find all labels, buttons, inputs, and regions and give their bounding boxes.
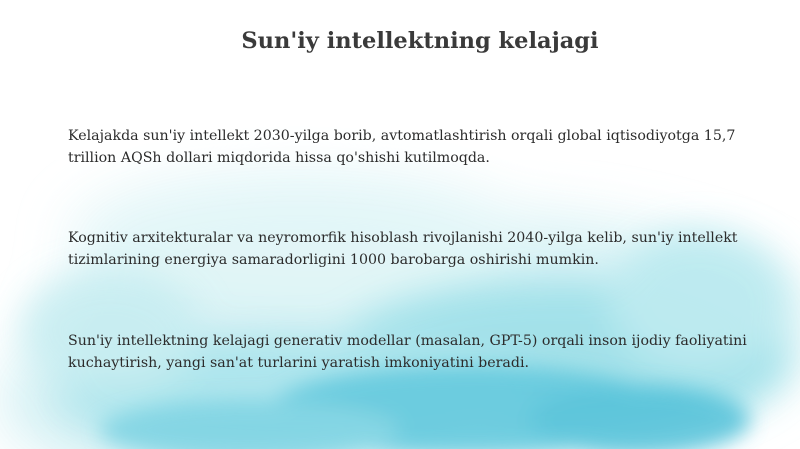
paragraph-3: Sun'iy intellektning kelajagi generativ modellar (masalan, GPT-5) orqali inson ijodiy faoliyatini kuchaytirish, yangi san'at turlarini yaratish imkoniyatini beradi. [68, 333, 747, 371]
slide-title: Sun'iy intellektning kelajagi [241, 28, 599, 54]
paragraph-1: Kelajakda sun'iy intellekt 2030-yilga borib, avtomatlashtirish orqali global iqtisodiyotga 15,7 trillion AQSh dollari miqdorida hissa qo'shishi kutilmoqda. [68, 128, 736, 166]
paragraph-2: Kognitiv arxitekturalar va neyromorfik hisoblash rivojlanishi 2040-yilga kelib, sun'iy intellekt tizimlarining energiya samaradorligini 1000 barobarga oshirishi mumkin. [68, 230, 738, 268]
